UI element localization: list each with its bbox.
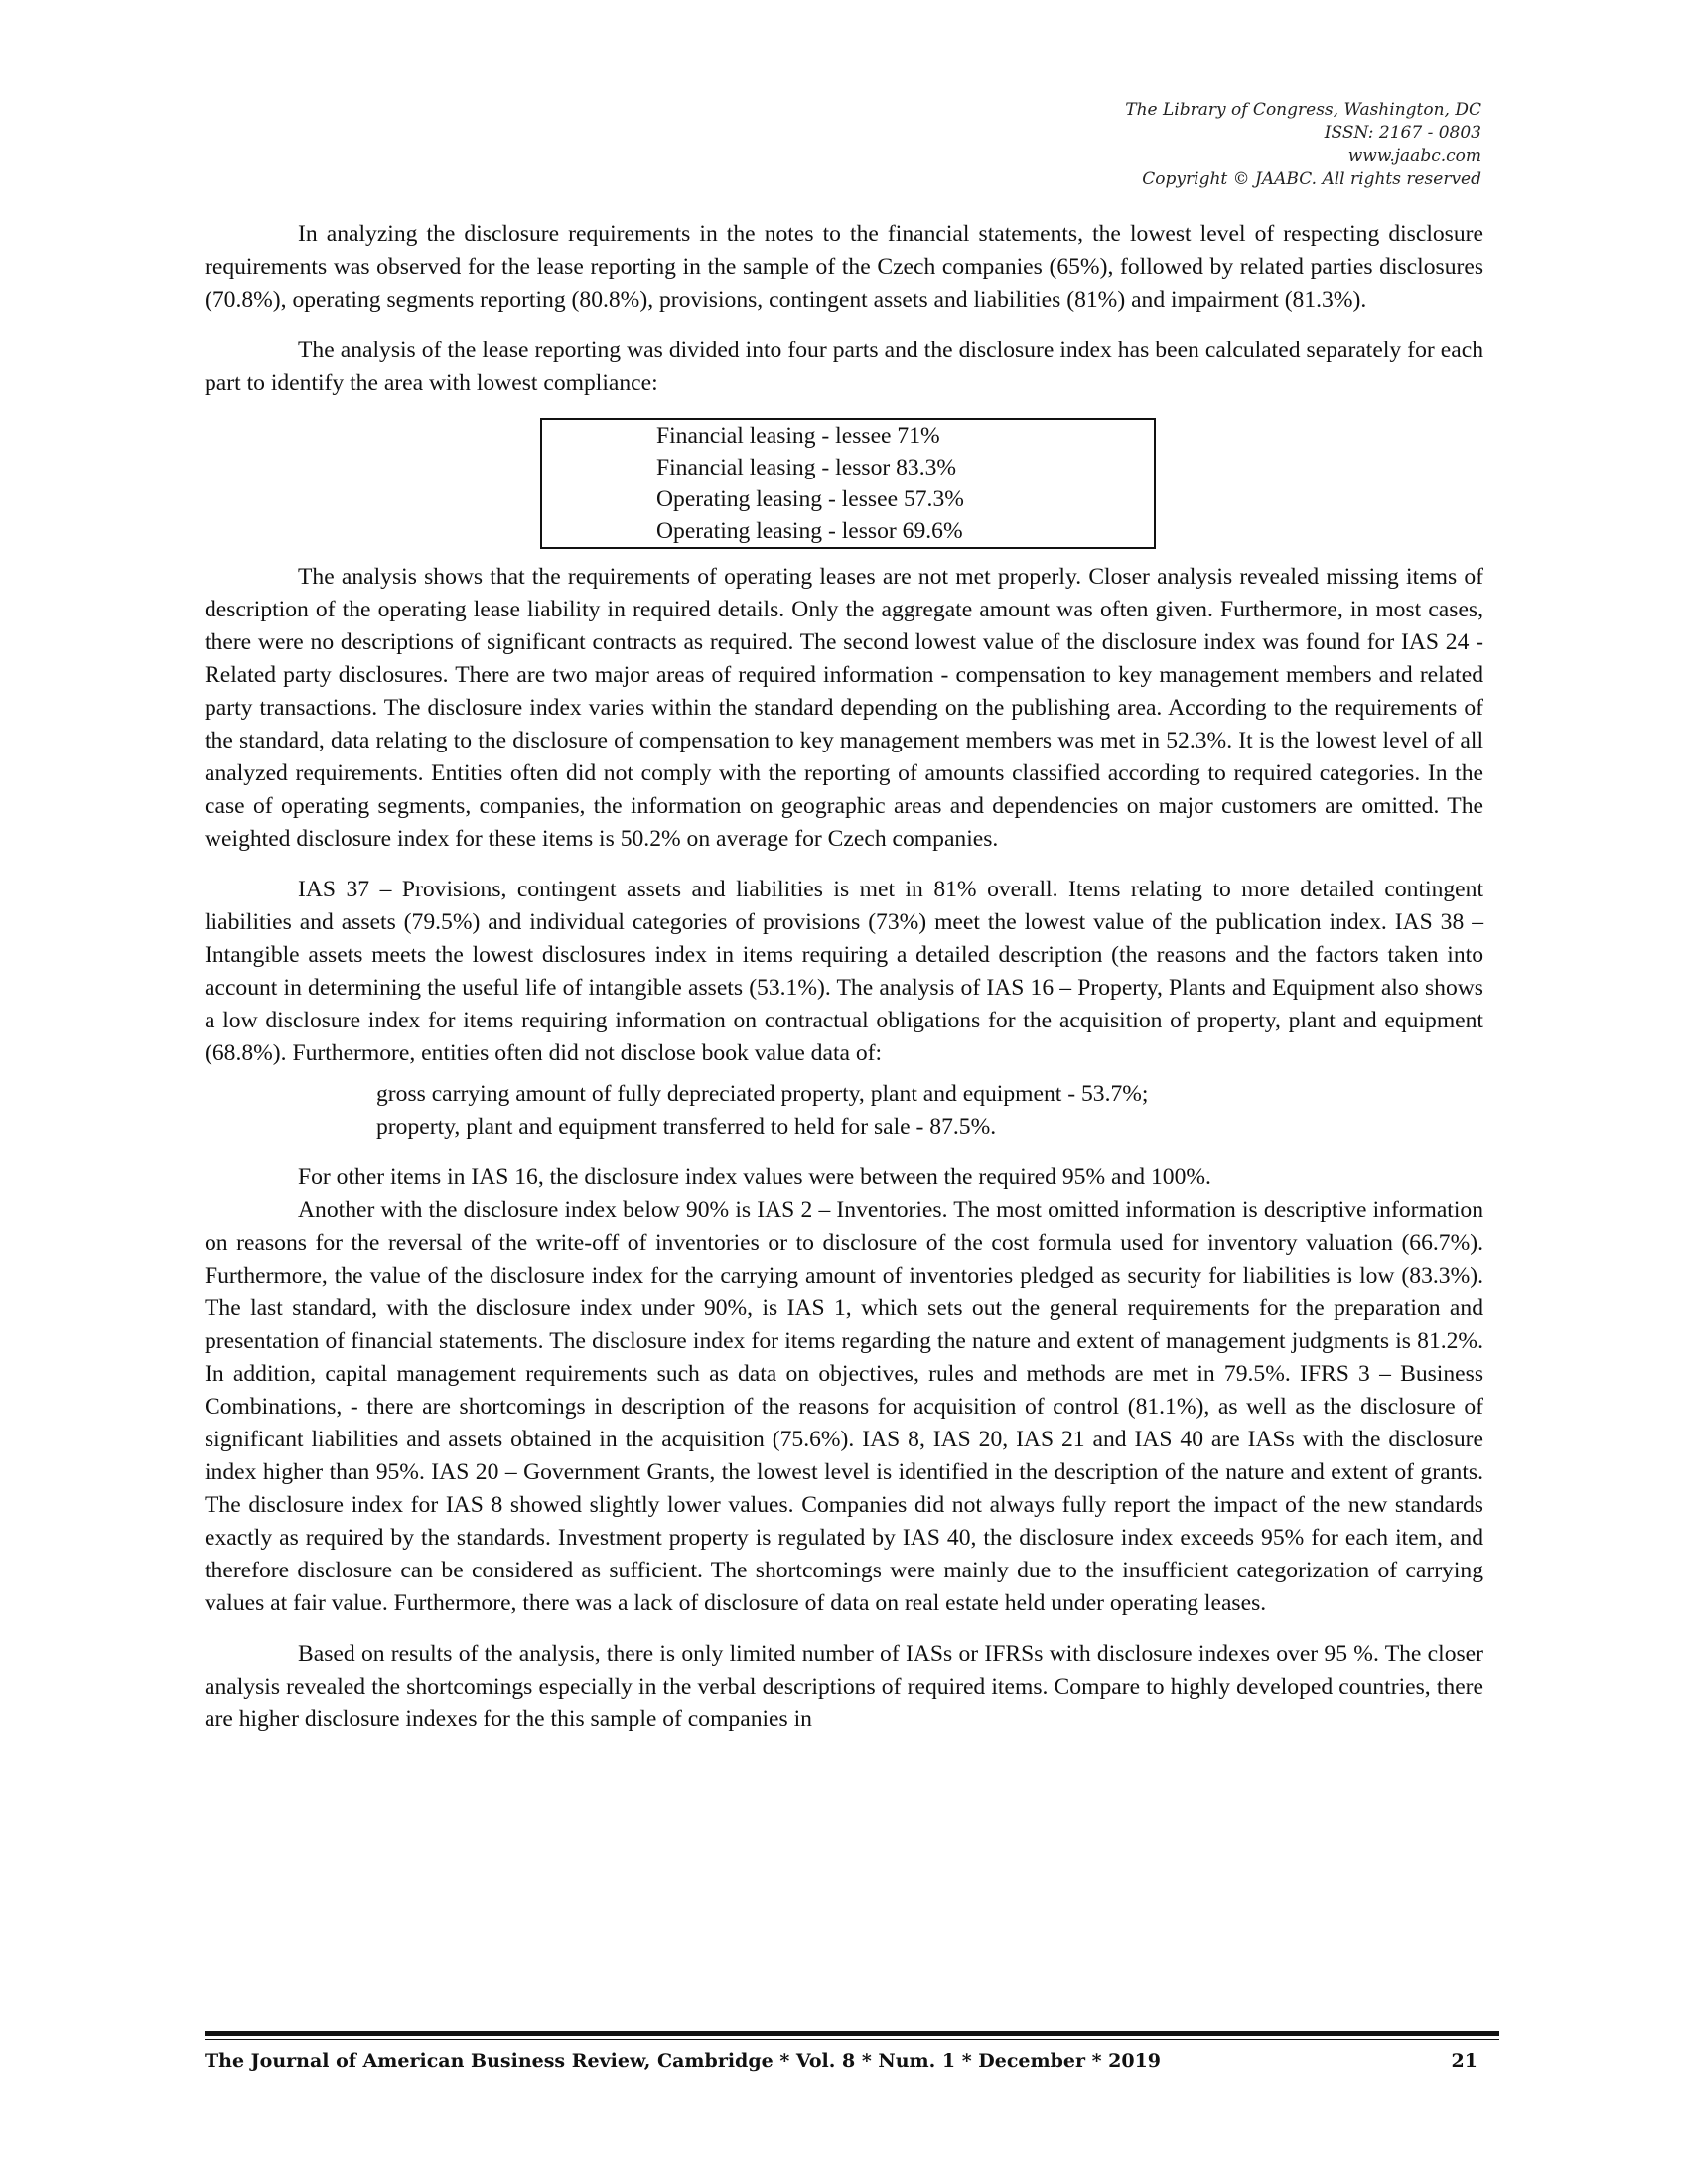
running-header (1125, 99, 1481, 191)
page-number: 21 (1451, 2050, 1477, 2072)
paragraph-ias16-other: For other items in IAS 16, the disclosure index values were between the required 95% and 100%. (298, 1164, 1211, 1190)
paragraph-results-summary: Based on results of the analysis, there is only limited number of IASs or IFRSs with disclosure indexes over 95 %. The closer analysis revealed the shortcomings especially in the verbal descriptions of required items. Compare to highly developed countries, there are higher disclosure indexes for the this sample of companies in (205, 1641, 1483, 1732)
lease-index-box (540, 418, 1156, 549)
header-issn: ISSN: 2167 - 0803 (1324, 123, 1481, 143)
paragraph-disclosure-overview: In analyzing the disclosure requirements in the notes to the financial statements, the lowest level of respecting disclosure requirements was observed for the lease reporting in the sample of the Czech companies (65%), followed by related parties disclosures (70.8%), operating segments reporting (80.8%), provisions, contingent assets and liabilities (81%) and impairment (81.3%). (205, 221, 1483, 313)
paragraph-inventories: Another with the disclosure index below 90% is IAS 2 – Inventories. The most omitted information is descriptive information on reasons for the reversal of the write-off of inventories or to disclosure of the cost formula used for inventory valuation (66.7%). Furthermore, the value of the disclosure index for the carrying amount of inventories pledged as security for liabilities is low (83.3%). The last standard, with the disclosure index under 90%, is IAS 1, which sets out the general requirements for the preparation and presentation of financial statements. The disclosure index for items regarding the nature and extent of management judgments is 81.2%. In addition, capital management requirements such as data on objectives, rules and methods are met in 79.5%. IFRS 3 – Business Combinations, - there are shortcomings in description of the reasons for acquisition of control (81.1%), as well as the disclosure of significant liabilities and assets obtained in the acquisition (75.6%). IAS 8, IAS 20, IAS 21 and IAS 40 are IASs with the disclosure index higher than 95%. IAS 20 – Government Grants, the lowest level is identified in the description of the nature and extent of grants. The disclosure index for IAS 8 showed slightly lower values. Companies did not always fully report the impact of the new standards exactly as required by the standards. Investment property is regulated by IAS 40, the disclosure index exceeds 95% for each item, and therefore disclosure can be considered as sufficient. The shortcomings were mainly due to the insufficient categorization of carrying values at fair value. Furthermore, there was a lack of disclosure of data on real estate held under operating leases. (205, 1197, 1483, 1616)
header-library: The Library of Congress, Washington, DC (1125, 100, 1481, 120)
footer-rule-thin (205, 2039, 1499, 2040)
paragraph-ias37: IAS 37 – Provisions, contingent assets and liabilities is met in 81% overall. Items relating to more detailed contingent liabilities and assets (79.5%) and individual categories of provisions (73%) meet the lowest value of the publication index. IAS 38 – Intangible assets meets the lowest disclosures index in items requiring a detailed description (the reasons and the factors taken into account in determining the useful life of intangible assets (53.1%). The analysis of IAS 16 – Property, Plants and Equipment also shows a low disclosure index for items requiring information on contractual obligations for the acquisition of property, plant and equipment (68.8%). Furthermore, entities often did not disclose book value data of: (205, 877, 1483, 1066)
lease-item: Operating leasing - lessor 69.6% (656, 518, 963, 544)
footer-rule (205, 2031, 1499, 2036)
article-body (205, 218, 1483, 1736)
header-copyright: Copyright © JAABC. All rights reserved (1142, 169, 1481, 189)
list-item: property, plant and equipment transferred to held for sale - 87.5%. (376, 1114, 997, 1140)
list-item: gross carrying amount of fully depreciated property, plant and equipment - 53.7%; (376, 1081, 1149, 1107)
footer-journal-title: The Journal of American Business Review, Cambridge * Vol. 8 * Num. 1 * December * 2019 (205, 2050, 1162, 2072)
header-website: www.jaabc.com (1347, 146, 1481, 166)
lease-item: Operating leasing - lessee 57.3% (656, 486, 964, 512)
paragraph-lease-analysis-intro: The analysis of the lease reporting was divided into four parts and the disclosure index has been calculated separately for each part to identify the area with lowest compliance: (205, 338, 1483, 396)
lease-item: Financial leasing - lessor 83.3% (656, 455, 957, 480)
book-value-list (376, 1078, 1483, 1144)
paragraph-operating-leases: The analysis shows that the requirements of operating leases are not met properly. Closer analysis revealed missing items of description of the operating lease liability in required details. Only the aggregate amount was often given. Furthermore, in most cases, there were no descriptions of significant contracts as required. The second lowest value of the disclosure index was found for IAS 24 - Related party disclosures. There are two major areas of required information - compensation to key management members and related party transactions. The disclosure index varies within the standard depending on the publishing area. According to the requirements of the standard, data relating to the disclosure of compensation to key management members was met in 52.3%. It is the lowest level of all analyzed requirements. Entities often did not comply with the reporting of amounts classified according to required categories. In the case of operating segments, companies, the information on geographic areas and dependencies on major customers are omitted. The weighted disclosure index for these items is 50.2% on average for Czech companies. (205, 564, 1483, 852)
lease-item: Financial leasing - lessee 71% (656, 423, 940, 449)
